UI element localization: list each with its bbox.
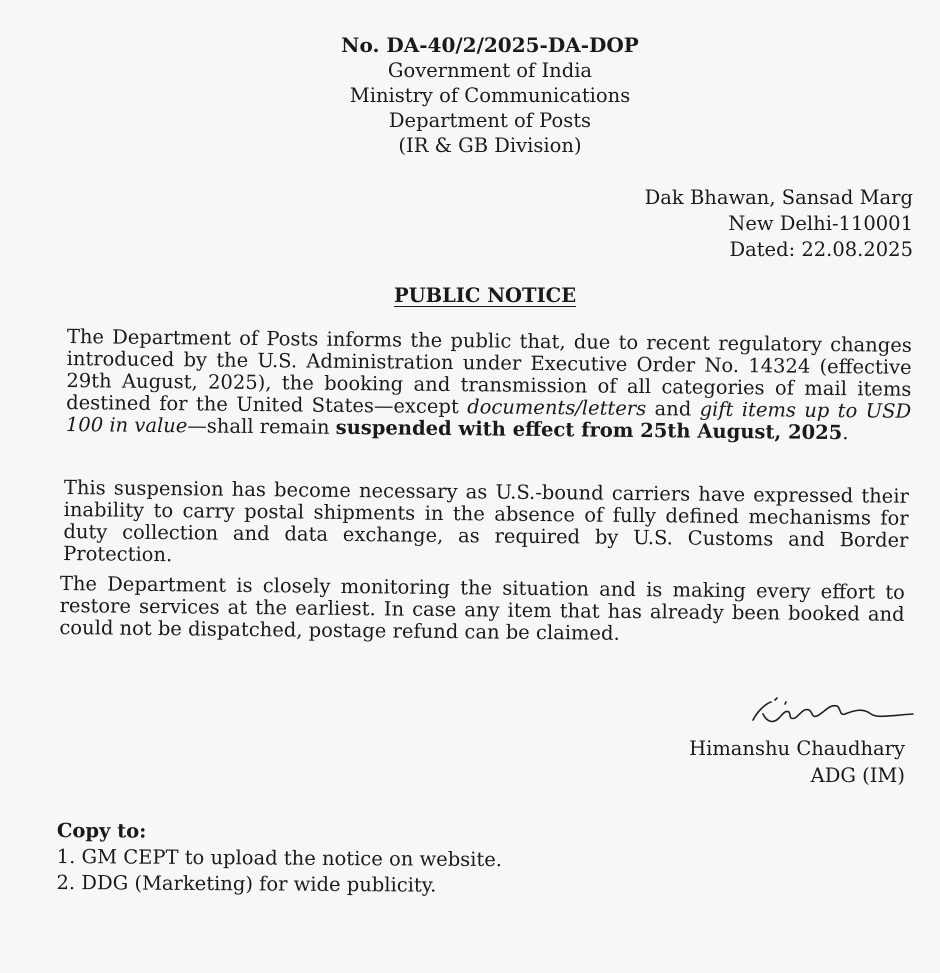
paragraph-3: The Department is closely monitoring the situation and is making every effort to restore services at the earliest. In case any item that has already been booked and could not be dispatched, postage refund can be claimed.	[59, 572, 905, 645]
ministry-line: Ministry of Communications	[349, 84, 631, 107]
government-line: Government of India	[387, 59, 593, 82]
notice-title: PUBLIC NOTICE	[393, 284, 577, 307]
address-line-2: New Delhi-110001	[728, 212, 913, 235]
paragraph-1-italic-a: documents/letters	[467, 395, 647, 421]
division-line: (IR & GB Division)	[398, 134, 582, 157]
paragraph-1	[66, 326, 912, 445]
paragraph-1-text-b: and	[646, 397, 700, 421]
paragraph-1-text-a: The Department of Posts informs the public that, due to recent regulatory changes introduced by the U.S. Administration under Executive Order No. 14324 (effective 29th August, 2025), the booking and transmission of all categories of mail items destined for the United States—except	[66, 325, 912, 419]
notice-date: Dated: 22.08.2025	[729, 238, 913, 261]
copy-to-item: 1. GM CEPT to upload the notice on website.	[56, 844, 503, 872]
paragraph-1-italic-b: gift items up to USD 100 in value	[65, 397, 912, 438]
file-number: No. DA-40/2/2025-DA-DOP	[341, 33, 639, 57]
paragraph-1-text-c: —shall remain	[187, 414, 336, 439]
copy-to-label: Copy to:	[56, 819, 147, 843]
signatory-name: Himanshu Chaudhary	[689, 737, 905, 760]
department-line: Department of Posts	[388, 109, 592, 132]
address-line-1: Dak Bhawan, Sansad Marg	[644, 186, 913, 209]
paragraph-1-text-d: .	[842, 421, 849, 445]
handwritten-signature	[745, 692, 915, 732]
letterhead	[0, 33, 940, 158]
copy-to-list	[56, 844, 502, 899]
signatory-designation: ADG (IM)	[810, 764, 905, 787]
paragraph-2: This suspension has become necessary as U.S.-bound carriers have expressed their inability to carry postal shipments in the absence of fully defined mechanisms for duty collection and data exchange, as required by U.S. Customs and Border Protection.	[63, 476, 909, 567]
signatory-block	[689, 735, 905, 789]
paragraph-1-bold: suspended with effect from 25th August, 2025	[335, 415, 843, 445]
address-block	[645, 185, 913, 263]
copy-to-block	[56, 818, 502, 899]
copy-to-item: 2. DDG (Marketing) for wide publicity.	[56, 870, 437, 897]
